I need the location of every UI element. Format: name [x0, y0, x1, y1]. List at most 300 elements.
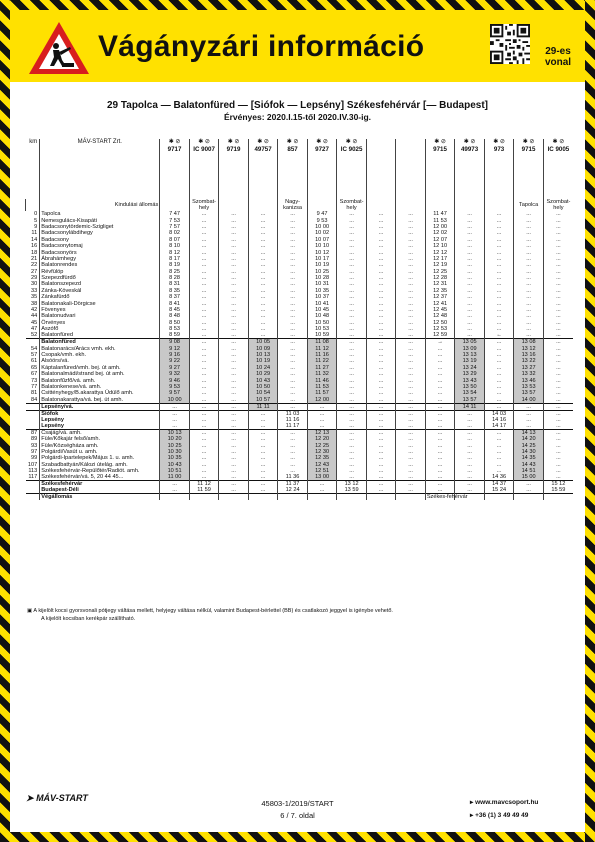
- time-cell: ...: [337, 397, 367, 404]
- train-symbol-icon: ✱ ⊘: [286, 139, 299, 145]
- time-cell: ...: [278, 326, 308, 332]
- time-cell: ...: [484, 365, 514, 371]
- time-cell: 8 28: [160, 275, 190, 281]
- train-symbol-icon: ✱ ⊘: [316, 139, 328, 145]
- time-cell: ...: [425, 358, 455, 364]
- station-name: Badacsonyörs: [40, 249, 160, 255]
- km-cell: 97: [31, 448, 38, 455]
- time-cell: ...: [189, 403, 219, 410]
- time-cell: 8 02: [160, 230, 190, 236]
- time-cell: ...: [455, 462, 485, 468]
- time-cell: ...: [396, 224, 426, 230]
- time-cell: [307, 494, 337, 501]
- time-cell: 10 31: [307, 281, 337, 287]
- time-cell: ...: [396, 462, 426, 468]
- time-cell: ...: [543, 249, 573, 255]
- time-cell: ...: [219, 462, 249, 468]
- time-cell: 11 59: [189, 487, 219, 494]
- time-cell: 7 53: [160, 217, 190, 223]
- time-cell: ...: [396, 230, 426, 236]
- time-cell: ...: [543, 211, 573, 217]
- train-origin-note: [160, 199, 190, 211]
- km-cell: 11: [31, 230, 38, 237]
- time-cell: ...: [337, 371, 367, 377]
- time-cell: ...: [337, 352, 367, 358]
- time-cell: ...: [455, 410, 485, 417]
- time-cell: ...: [425, 462, 455, 468]
- website-link[interactable]: ▸ www.mavcsoport.hu: [470, 799, 539, 806]
- time-cell: ...: [425, 429, 455, 436]
- time-cell: ...: [455, 326, 485, 332]
- train-origin-note: [219, 199, 249, 211]
- logo-text: MÁV-START: [36, 793, 88, 803]
- train-column-header: [337, 139, 367, 199]
- station-name: Szepezdfürdő: [40, 275, 160, 281]
- time-cell: ...: [219, 313, 249, 319]
- time-cell: ...: [337, 377, 367, 383]
- time-cell: ...: [248, 423, 278, 430]
- line-badge: [533, 46, 583, 68]
- train-symbol-icon: ✱ ⊘: [522, 139, 535, 145]
- line-badge-line2: vonal: [544, 57, 572, 68]
- time-cell: ...: [189, 339, 219, 346]
- time-cell: 10 35: [160, 455, 190, 461]
- time-cell: 8 45: [160, 307, 190, 313]
- time-cell: ...: [219, 211, 249, 217]
- station-name: Zánkafürdő: [40, 294, 160, 300]
- train-column-header: [455, 139, 485, 199]
- station-name: Balatonfüred: [40, 332, 160, 339]
- time-cell: ...: [455, 429, 485, 436]
- time-cell: 10 45: [307, 307, 337, 313]
- time-cell: ...: [278, 230, 308, 236]
- time-cell: ...: [337, 326, 367, 332]
- time-cell: 11 32: [307, 371, 337, 377]
- station-name: Szabadbattyán/Kálozi útelág. amh.: [40, 462, 160, 468]
- time-cell: ...: [484, 429, 514, 436]
- kindulasi-label: Kindulási állomás: [40, 199, 160, 211]
- time-cell: ...: [248, 455, 278, 461]
- time-cell: 12 25: [425, 269, 455, 275]
- time-cell: 8 12: [160, 249, 190, 255]
- time-cell: ...: [248, 417, 278, 423]
- time-cell: ...: [278, 288, 308, 294]
- time-cell: 12 31: [425, 281, 455, 287]
- time-cell: ...: [337, 442, 367, 448]
- time-cell: ...: [307, 417, 337, 423]
- time-cell: 10 50: [307, 320, 337, 326]
- time-cell: 11 53: [307, 384, 337, 390]
- table-row: [26, 403, 574, 410]
- time-cell: 8 25: [160, 269, 190, 275]
- time-cell: 13 00: [307, 474, 337, 481]
- time-cell: ...: [484, 281, 514, 287]
- time-cell: 11 53: [425, 217, 455, 223]
- km-cell: 81: [31, 390, 38, 397]
- time-cell: ...: [455, 288, 485, 294]
- train-number: 9719: [226, 146, 241, 153]
- time-cell: ...: [425, 455, 455, 461]
- time-cell: 12 00: [307, 397, 337, 404]
- time-cell: ...: [278, 320, 308, 326]
- time-cell: ...: [543, 403, 573, 410]
- train-number: 9717: [167, 146, 182, 153]
- time-cell: ...: [219, 487, 249, 494]
- time-cell: 10 41: [307, 300, 337, 306]
- train-symbol-icon: ✱ ⊘: [227, 139, 240, 145]
- km-cell: 21: [31, 255, 38, 262]
- time-cell: ...: [366, 307, 396, 313]
- time-cell: ...: [514, 294, 544, 300]
- time-cell: 11 37: [278, 481, 308, 488]
- time-cell: ...: [366, 300, 396, 306]
- time-cell: 10 05: [248, 339, 278, 346]
- kindulasi-row: [26, 199, 574, 211]
- time-cell: ...: [189, 275, 219, 281]
- time-cell: ...: [514, 262, 544, 268]
- time-cell: ...: [484, 230, 514, 236]
- train-origin-note: Szombat-hely: [189, 199, 219, 211]
- time-cell: 8 50: [160, 320, 190, 326]
- time-cell: 10 30: [160, 449, 190, 455]
- km-cell: 65: [31, 364, 38, 371]
- time-cell: 10 57: [248, 397, 278, 404]
- time-cell: ...: [484, 403, 514, 410]
- km-cell: 54: [31, 345, 38, 352]
- station-name: Badacsonytördemic-Szigliget: [40, 224, 160, 230]
- km-cell: 35: [31, 294, 38, 301]
- time-cell: ...: [425, 390, 455, 396]
- time-cell: ...: [278, 237, 308, 243]
- content-panel: [18, 83, 577, 825]
- time-cell: ...: [514, 269, 544, 275]
- time-cell: 13 29: [455, 371, 485, 377]
- phone-link[interactable]: ▸ +36 (1) 3 49 49 49: [470, 812, 529, 819]
- station-name: Káptalanfüred/vmh. bej. út amh.: [40, 365, 160, 371]
- time-cell: ...: [455, 468, 485, 474]
- time-cell: ...: [189, 397, 219, 404]
- website-text[interactable]: www.mavcsoport.hu: [475, 799, 539, 806]
- time-cell: ...: [455, 217, 485, 223]
- time-cell: ...: [455, 455, 485, 461]
- km-cell: 42: [31, 307, 38, 314]
- time-cell: ...: [543, 300, 573, 306]
- time-cell: 13 08: [514, 339, 544, 346]
- station-name: Balatonkenese/vá. amh.: [40, 384, 160, 390]
- time-cell: ...: [248, 243, 278, 249]
- time-cell: 11 16: [278, 417, 308, 423]
- time-cell: ...: [396, 320, 426, 326]
- time-cell: 10 00: [307, 224, 337, 230]
- station-name: Lepsény/vá.: [40, 403, 160, 410]
- time-cell: ...: [189, 436, 219, 442]
- time-cell: ...: [396, 371, 426, 377]
- time-cell: ...: [189, 449, 219, 455]
- time-cell: ...: [219, 455, 249, 461]
- station-name: Balatonszepezd: [40, 281, 160, 287]
- time-cell: 12 10: [425, 243, 455, 249]
- time-cell: ...: [219, 256, 249, 262]
- time-cell: ...: [248, 481, 278, 488]
- time-cell: ...: [543, 307, 573, 313]
- time-cell: 12 30: [307, 449, 337, 455]
- time-cell: ...: [425, 449, 455, 455]
- time-cell: ...: [543, 326, 573, 332]
- time-cell: ...: [189, 217, 219, 223]
- train-number: 49757: [254, 146, 272, 153]
- time-cell: ...: [396, 262, 426, 268]
- time-cell: ...: [337, 269, 367, 275]
- time-cell: ...: [396, 449, 426, 455]
- station-name: Tapolca: [40, 211, 160, 217]
- station-name: Füle/Kőkajár felső/amh.: [40, 436, 160, 442]
- km-cell: 44: [31, 313, 38, 320]
- train-column-header: [425, 139, 455, 199]
- time-cell: ...: [484, 288, 514, 294]
- time-cell: ...: [366, 403, 396, 410]
- phone-text[interactable]: +36 (1) 3 49 49 49: [475, 812, 529, 819]
- time-cell: ...: [425, 442, 455, 448]
- km-cell: 22: [31, 262, 38, 269]
- km-cell: [26, 403, 40, 410]
- time-cell: ...: [189, 332, 219, 339]
- time-cell: 11 46: [307, 377, 337, 383]
- time-cell: ...: [484, 211, 514, 217]
- time-cell: ...: [543, 224, 573, 230]
- time-cell: ...: [396, 474, 426, 481]
- time-cell: ...: [219, 429, 249, 436]
- time-cell: ...: [366, 384, 396, 390]
- km-cell: 30: [31, 281, 38, 288]
- time-cell: 13 59: [337, 487, 367, 494]
- line-badge-line1: 29-es: [545, 46, 571, 57]
- time-cell: ...: [219, 332, 249, 339]
- km-cell: 87: [26, 429, 40, 436]
- time-cell: ...: [219, 262, 249, 268]
- train-symbol-icon: ✱ ⊘: [198, 139, 210, 145]
- time-cell: ...: [219, 300, 249, 306]
- time-cell: ...: [396, 339, 426, 346]
- time-cell: ...: [219, 423, 249, 430]
- time-cell: [278, 494, 308, 501]
- train-origin-note: [396, 199, 426, 211]
- time-cell: ...: [366, 320, 396, 326]
- train-number: 857: [287, 146, 298, 153]
- train-number: 49973: [460, 146, 479, 153]
- time-cell: ...: [366, 243, 396, 249]
- time-cell: ...: [278, 275, 308, 281]
- time-cell: ...: [278, 352, 308, 358]
- time-cell: ...: [278, 256, 308, 262]
- time-cell: ...: [278, 243, 308, 249]
- time-cell: ...: [189, 410, 219, 417]
- time-cell: 13 32: [514, 371, 544, 377]
- time-cell: ...: [514, 403, 544, 410]
- time-cell: 12 35: [425, 288, 455, 294]
- time-cell: ...: [248, 224, 278, 230]
- time-cell: 10 43: [248, 377, 278, 383]
- train-column-header: [307, 139, 337, 199]
- station-name: Örvényes: [40, 320, 160, 326]
- time-cell: ...: [514, 281, 544, 287]
- time-cell: ...: [543, 262, 573, 268]
- time-cell: 10 48: [307, 313, 337, 319]
- time-cell: ...: [366, 269, 396, 275]
- time-cell: ...: [219, 384, 249, 390]
- time-cell: 11 22: [307, 358, 337, 364]
- time-cell: ...: [366, 377, 396, 383]
- time-cell: ...: [337, 403, 367, 410]
- station-name: Balatonakali-Dörgicse: [40, 300, 160, 306]
- time-cell: ...: [514, 332, 544, 339]
- time-cell: ...: [425, 384, 455, 390]
- page-number: 6 / 7. oldal: [280, 811, 315, 820]
- time-cell: ...: [366, 417, 396, 423]
- time-cell: 12 50: [425, 320, 455, 326]
- time-cell: ...: [514, 249, 544, 255]
- time-cell: ...: [396, 281, 426, 287]
- time-cell: ...: [484, 352, 514, 358]
- time-cell: [248, 494, 278, 501]
- time-cell: ...: [484, 307, 514, 313]
- time-cell: ...: [189, 300, 219, 306]
- time-cell: ...: [366, 339, 396, 346]
- time-cell: ...: [337, 390, 367, 396]
- time-cell: ...: [337, 455, 367, 461]
- time-cell: ...: [366, 436, 396, 442]
- time-cell: 10 24: [248, 365, 278, 371]
- time-cell: 9 32: [160, 371, 190, 377]
- time-cell: 11 11: [248, 403, 278, 410]
- time-cell: ...: [396, 384, 426, 390]
- time-cell: ...: [425, 474, 455, 481]
- time-cell: ...: [396, 455, 426, 461]
- timetable: [25, 139, 573, 500]
- km-cell: 47: [31, 326, 38, 333]
- time-cell: ...: [278, 384, 308, 390]
- station-name: Csopak/vmh. ekh.: [40, 352, 160, 358]
- time-cell: ...: [189, 371, 219, 377]
- time-cell: 13 53: [514, 384, 544, 390]
- time-cell: ...: [278, 294, 308, 300]
- time-cell: 11 12: [189, 481, 219, 488]
- km-cell: 52: [31, 332, 38, 339]
- time-cell: 8 19: [160, 262, 190, 268]
- time-cell: ...: [484, 462, 514, 468]
- time-cell: ...: [514, 275, 544, 281]
- time-cell: ...: [219, 217, 249, 223]
- time-cell: ...: [366, 230, 396, 236]
- time-cell: ...: [337, 237, 367, 243]
- time-cell: ...: [396, 243, 426, 249]
- time-cell: ...: [396, 326, 426, 332]
- time-cell: 14 17: [484, 423, 514, 430]
- time-cell: 13 05: [455, 339, 485, 346]
- station-name: Polgárdi/Vasút u. amh.: [40, 449, 160, 455]
- time-cell: ...: [484, 320, 514, 326]
- time-cell: 10 13: [160, 429, 190, 436]
- time-cell: ...: [278, 365, 308, 371]
- qr-code-icon[interactable]: [490, 24, 530, 64]
- time-cell: ...: [278, 224, 308, 230]
- time-cell: ...: [160, 417, 190, 423]
- time-cell: ...: [514, 256, 544, 262]
- time-cell: ...: [484, 294, 514, 300]
- time-cell: 9 47: [307, 211, 337, 217]
- time-cell: 10 43: [160, 462, 190, 468]
- time-cell: 13 13: [455, 352, 485, 358]
- time-cell: ...: [484, 224, 514, 230]
- time-cell: ...: [366, 345, 396, 351]
- time-cell: ...: [543, 345, 573, 351]
- time-cell: 10 19: [307, 262, 337, 268]
- time-cell: ...: [514, 410, 544, 417]
- time-cell: ...: [337, 288, 367, 294]
- time-cell: ...: [396, 487, 426, 494]
- time-cell: ...: [337, 417, 367, 423]
- time-cell: [514, 494, 544, 501]
- time-cell: ...: [278, 307, 308, 313]
- time-cell: ...: [366, 442, 396, 448]
- time-cell: ...: [189, 423, 219, 430]
- time-cell: ...: [484, 449, 514, 455]
- station-name: Balatonalmádi/strand bej. út amh.: [40, 371, 160, 377]
- time-cell: 12 37: [425, 294, 455, 300]
- time-cell: 9 12: [160, 345, 190, 351]
- time-cell: ...: [278, 397, 308, 404]
- time-cell: 13 22: [514, 358, 544, 364]
- time-cell: [160, 494, 190, 501]
- km-cell: 113: [28, 468, 38, 475]
- time-cell: ...: [396, 288, 426, 294]
- time-cell: 11 47: [425, 211, 455, 217]
- time-cell: ...: [219, 403, 249, 410]
- time-cell: 10 19: [248, 358, 278, 364]
- time-cell: ...: [337, 429, 367, 436]
- time-cell: ...: [366, 423, 396, 430]
- time-cell: ...: [189, 345, 219, 351]
- time-cell: ...: [514, 307, 544, 313]
- time-cell: 8 17: [160, 256, 190, 262]
- time-cell: 12 00: [425, 224, 455, 230]
- time-cell: ...: [248, 442, 278, 448]
- hazard-stripe-bottom: [0, 832, 595, 842]
- time-cell: [337, 494, 367, 501]
- time-cell: ...: [219, 243, 249, 249]
- time-cell: ...: [248, 262, 278, 268]
- time-cell: ...: [248, 249, 278, 255]
- time-cell: ...: [543, 339, 573, 346]
- validity-text: Érvényes: 2020.I.15-től 2020.IV.30-ig.: [223, 112, 372, 122]
- time-cell: ...: [278, 462, 308, 468]
- time-cell: ...: [455, 300, 485, 306]
- time-cell: ...: [514, 487, 544, 494]
- time-cell: ...: [543, 281, 573, 287]
- time-cell: ...: [543, 462, 573, 468]
- time-cell: 12 19: [425, 262, 455, 268]
- time-cell: ...: [455, 487, 485, 494]
- train-origin-note: [484, 199, 514, 211]
- footer-contact: [470, 796, 538, 822]
- station-name: Badacsony: [40, 237, 160, 243]
- time-cell: ...: [337, 217, 367, 223]
- time-cell: 15 59: [543, 487, 573, 494]
- train-column-header: [514, 139, 544, 199]
- time-cell: ...: [543, 468, 573, 474]
- time-cell: ...: [189, 281, 219, 287]
- time-cell: ...: [425, 352, 455, 358]
- time-cell: ...: [278, 269, 308, 275]
